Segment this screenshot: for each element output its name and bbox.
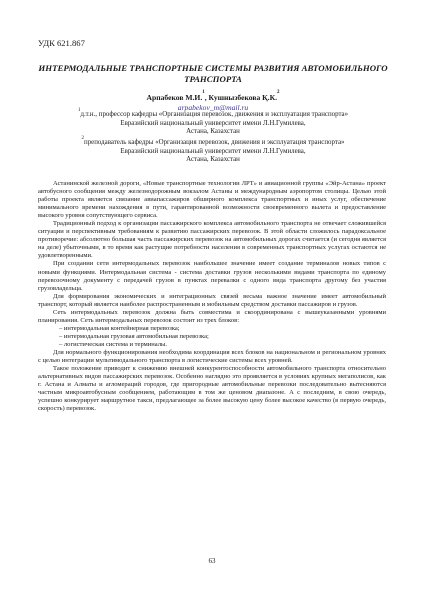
- list-item-logistics-terminals: – логистическая система и терминалы.: [59, 340, 168, 348]
- body-paragraph-3: При создании сети интермодальных перевозок наибольшее значение имеет создание терминалов новых типов с новыми функциями. Интермодальная система - система доставки грузов несколькими видами транспорта по единому перевозочному документу с передачей грузов в пунктах перевалки с одного вида транспорта другому без участия грузовладельца.: [38, 260, 386, 292]
- authors-line: [38, 90, 388, 102]
- affiliation-2: [38, 136, 388, 165]
- affiliation-1-superscript: 1: [77, 108, 81, 113]
- body-paragraph-1: Астанинской железной дороги, «Новые транспортные технологии ЛРТ» и авиационной группы «Эйр-Астана» проект автобусного сообщения между железнодорожным вокзалом Астаны и международным аэропортом столицы. Целью этой работы проекта является связание авиапассажиров обширного комплекса транспортных и иных услуг, обеспечение минимального времени нахождения в пути, гарантированной возможности своевременного вылета и предоставление высокого уровня сопутствующего сервиса.: [38, 180, 386, 220]
- affiliation-2-superscript: 2: [81, 136, 85, 141]
- body-paragraph-4: Для формирования экономических и интеграционных связей весьма важное значение имеет автомобильный транспорт, который является наиболее распространенным и мобильным средством доставки пассажиров и грузов.: [38, 292, 386, 308]
- affiliation-2-line-1: [38, 136, 388, 148]
- affiliation-1: [38, 108, 388, 137]
- list-item-container-transport: – интермодальная контейнерная перевозка;: [59, 324, 180, 332]
- body-paragraph-7: Такое положение приводит к снижению внешней конкурентоспособности автомобильного транспорта относительно альтернативных видов пассажирских перевозок. Особенно наглядно это проявляется в условиях крупных мегаполисов, как г. Астана и Алматы и агломераций городов, где пригородные автомобильные перевозки последовательно вытесняются частным микроавтобусным сообщением, работающим в том же ценовом диапазоне. А с последним, в свою очередь, успешно конкурирует маршрутное такси, предлагающее за более высокую цену более высокое качество (в первую очередь, скорость) перевозок.: [38, 365, 386, 413]
- affiliation-2-city: Астана, Казахстан: [186, 156, 240, 164]
- affiliation-1-line-1: [38, 108, 388, 120]
- udc-code: УДК 621.867: [38, 38, 85, 48]
- author-1-superscript: 1: [202, 90, 205, 95]
- body-paragraph-5: Сеть интермодальных перевозок должна быть совместима и скоординирована с вышеуказанными уровнями планирования. Сеть интермодальных перевозок состоит из трех блоков:: [38, 308, 386, 324]
- author-2-superscript: 2: [276, 90, 280, 95]
- affiliation-2-position: преподаватель кафедры «Организация перевозок, движения и эксплуатация транспорта»: [84, 139, 345, 146]
- paper-title: ИНТЕРМОДАЛЬНЫЕ ТРАНСПОРТНЫЕ СИСТЕМЫ РАЗВИТИЯ АВТОМОБИЛЬНОГО ТРАНСПОРТА: [38, 63, 388, 84]
- page-number: 63: [208, 557, 216, 565]
- body-paragraph-6: Для нормального функционирования необходима координация всех блоков на национальном и региональном уровнях с целью интеграции мультимодального транспорта в логистические системы всех уровней.: [38, 348, 386, 365]
- affiliation-1-university: Евразийский национальный университет имени Л.Н.Гумилева,: [120, 119, 306, 127]
- affiliation-2-university: Евразийский национальный университет имени Л.Н.Гумилева,: [120, 147, 306, 155]
- author-email-link[interactable]: arpabekov_m@mail.ru: [177, 103, 249, 112]
- body-paragraph-2: Традиционный подход к организации пассажирского комплекса автомобильного транспорта не отвечает сложившейся ситуации и перспективным требованиям к развитию пассажирских перевозок. В этой области сложилось парадоксальное противоречие: абсолютно большая часть пассажирских перевозок на автомобильных дорогах считается (и сегодня является на деле) убыточными, в то время как растущие потребности населения в современных транспортных услугах остаются не удовлетворенными.: [38, 220, 386, 260]
- affiliation-1-position: д.т.н., профессор кафедры «Организация перевозок, движения и эксплуатация транспорта»: [80, 111, 349, 118]
- article-body: [38, 180, 386, 413]
- author-1-name: Арпабеков М.И.: [146, 93, 203, 102]
- author-2-name: Кушнызбекова Қ.К.: [208, 93, 277, 102]
- list-item-road-freight: – интермодальная грузовая автомобильная перевозка;: [59, 332, 209, 340]
- affiliation-1-city: Астана, Казахстан: [186, 128, 240, 136]
- authors-separator: ,: [204, 93, 209, 102]
